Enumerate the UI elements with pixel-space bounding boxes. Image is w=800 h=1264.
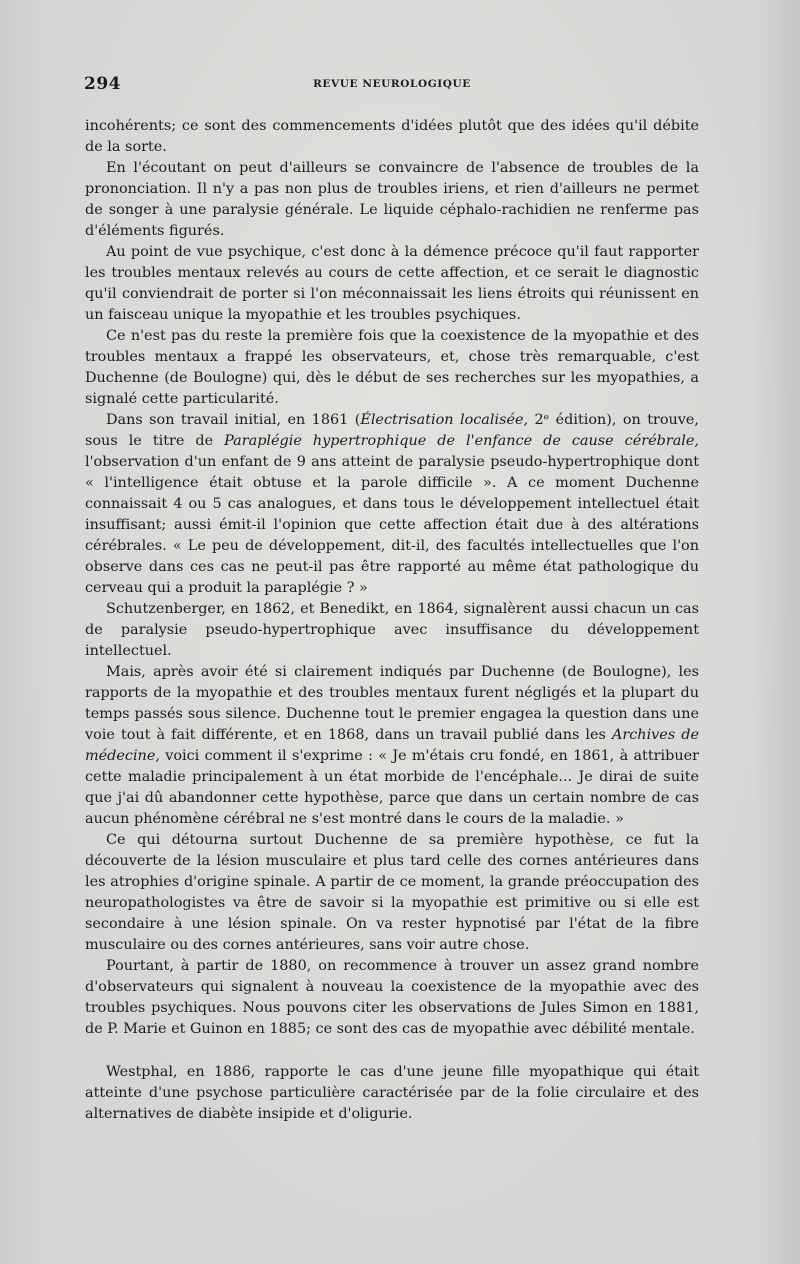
page-number: 294 — [84, 74, 121, 94]
journal-title: REVUE NEUROLOGIQUE — [313, 78, 471, 90]
paragraph-text: l'observation d'un enfant de 9 ans atteint de paralysie pseudo-hypertrophique dont « l'intelligence était obtuse et la parole difficile ». A ce moment Duchenne connaissait 4 ou 5 cas analogues, et dans tous le développement intellectuel était insuffisant; aussi émit-il l'opinion que cette affection était due à des altérations cérébrales. « Le peu de développement, dit-il, des facultés intellectuelles que l'on observe dans ces cas ne peut-il pas être rapporté au même état pathologique du cerveau qui a produit la paraplégie ? » — [85, 454, 699, 596]
paragraph: Pourtant, à partir de 1880, on recommence à trouver un assez grand nombre d'observateurs qui signalent à nouveau la coexistence de la myopathie avec des troubles psychiques. Nous pouvons citer les observations de Jules Simon en 1881, de P. Marie et Guinon en 1885; ce sont des cas de myopathie avec débilité mentale. — [85, 958, 699, 1037]
paragraph-text: 2ᵉ édition), on trouve, sous le titre de — [85, 412, 700, 449]
running-head — [84, 74, 700, 96]
paragraph: incohérents; ce sont des commencements d'idées plutôt que des idées qu'il débite de la sorte. — [85, 118, 699, 155]
paragraph: Schutzenberger, en 1862, et Benedikt, en 1864, signalèrent aussi chacun un cas de paralysie pseudo-hypertrophique avec insuffisance du développement intellectuel. — [85, 601, 699, 659]
paragraph — [85, 662, 699, 830]
paragraph: Ce qui détourna surtout Duchenne de sa première hypothèse, ce fut la découverte de la lésion musculaire et plus tard celle des cornes antérieures dans les atrophies d'origine spinale. A partir de ce moment, la grande préoccupation des neuropathologistes va être de savoir si la myopathie est primitive ou si elle est secondaire à une lésion spinale. On va rester hypnotisé par l'état de la fibre musculaire ou des cornes antérieures, sans voir autre chose. — [85, 832, 699, 953]
italic-title: Électrisation localisée, — [360, 412, 529, 428]
paragraph: Ce n'est pas du reste la première fois que la coexistence de la myopathie et des troubles mentaux a frappé les observateurs, et, chose très remarquable, c'est Duchenne (de Boulogne) qui, dès le début de ses recherches sur les myopathies, a signalé cette particularité. — [85, 328, 699, 407]
paragraph-text: voici comment il s'exprime : « Je m'étais cru fondé, en 1861, à attribuer cette maladie principalement à un état morbide de l'encéphale... Je dirai de suite que j'ai dû abandonner cette hypothèse, parce que dans un certain nombre de cas aucun phénomène cérébral ne s'est montré dans le cours de la maladie. » — [85, 748, 699, 827]
paragraph: Westphal, en 1886, rapporte le cas d'une jeune fille myopathique qui était atteinte d'une psychose particulière caractérisée par de la folie circulaire et des alternatives de diabète insipide et d'oligurie. — [85, 1064, 699, 1122]
italic-title: Paraplégie hypertrophique de l'enfance de cause cérébrale, — [224, 433, 699, 449]
paragraph: Au point de vue psychique, c'est donc à la démence précoce qu'il faut rapporter les troubles mentaux relevés au cours de cette affection, et ce serait le diagnostic qu'il conviendrait de porter si l'on méconnaissait les liens étroits qui réunissent en un faisceau unique la myopathie et les troubles psychiques. — [85, 244, 699, 323]
paragraph-text: Mais, après avoir été si clairement indiqués par Duchenne (de Boulogne), les rapports de la myopathie et des troubles mentaux furent négligés et la plupart du temps passés sous silence. Duchenne tout le premier engagea la question dans une voie tout à fait différente, et en 1868, dans un travail publié dans les — [85, 664, 699, 743]
italic-title: Archives de médecine, — [85, 727, 699, 764]
paragraph-text: Dans son travail initial, en 1861 ( — [106, 412, 361, 428]
paragraph — [85, 410, 699, 599]
article-body — [85, 116, 699, 1125]
paragraph: En l'écoutant on peut d'ailleurs se convaincre de l'absence de troubles de la prononciation. Il n'y a pas non plus de troubles iriens, et rien d'ailleurs ne permet de songer à une paralysie générale. Le liquide céphalo-rachidien ne renferme pas d'éléments figurés. — [85, 160, 699, 239]
